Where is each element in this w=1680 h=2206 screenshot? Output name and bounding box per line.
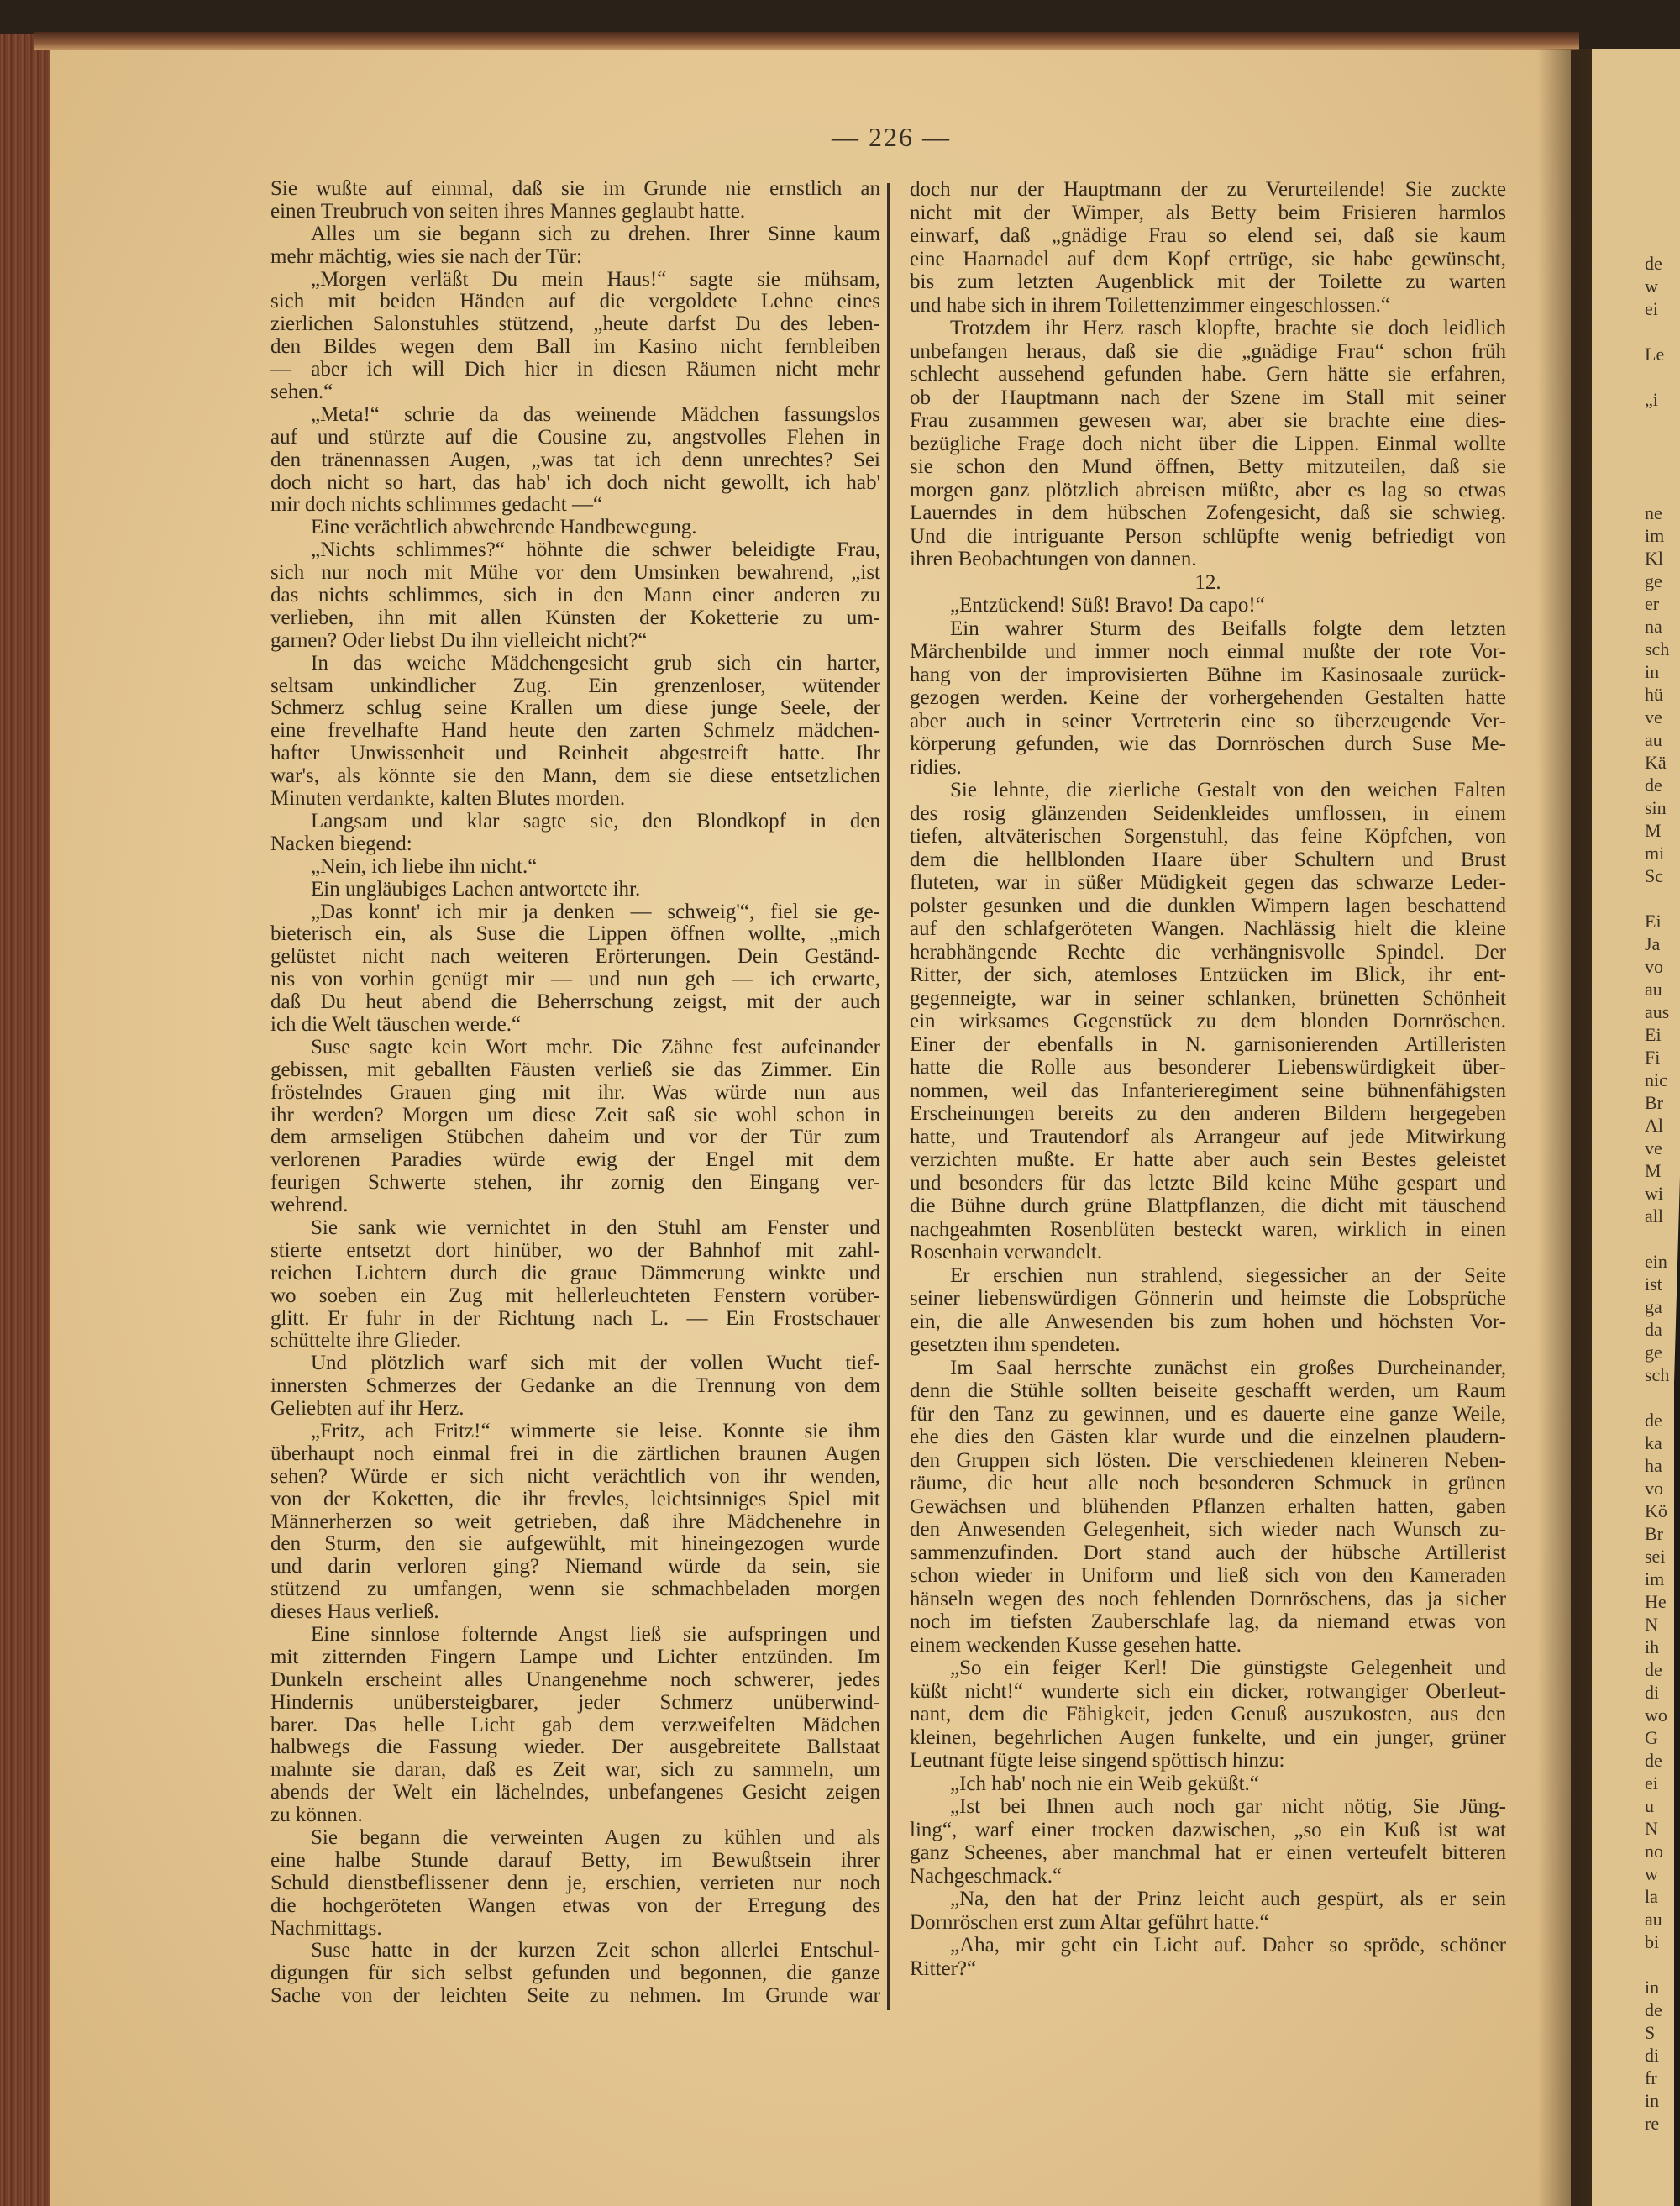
text-column-left: [270, 178, 880, 2008]
next-page-text-fragments: [1645, 252, 1673, 2135]
text-line: Eine verächtlich abwehrende Handbewegung.: [311, 516, 697, 539]
text-line: „Nichts schlimmes?“ höhnte die schwer beleidigte Frau,: [311, 538, 880, 562]
text-line: tiefen, altväterischen Sorgenstuhl, das feine Köpfchen, von: [910, 825, 1506, 848]
paragraph: [270, 539, 880, 652]
next-page-fragment: de: [1645, 775, 1662, 796]
paragraph: [910, 779, 1506, 1264]
text-line: des rosig glänzenden Seidenkleides umflossen, in einem: [910, 801, 1506, 825]
text-line: „Das konnt' ich mir ja denken — schweig'“, fiel sie ge-: [311, 900, 880, 923]
next-page-fragment: de: [1645, 253, 1662, 274]
text-line: Sie begann die verweinten Augen zu kühlen und als: [311, 1826, 880, 1850]
next-page-fragment: aus: [1645, 1001, 1670, 1022]
text-line: digungen für sich selbst gefunden und begonnen, die ganze: [270, 1962, 880, 1985]
paragraph: [910, 1934, 1506, 1980]
next-page-fragment: in: [1645, 2090, 1660, 2111]
next-page-fragment: de: [1645, 1999, 1662, 2020]
paragraph: [270, 811, 880, 856]
text-line: stierte entsetzt dort hinüber, wo der Bahnhof mit zahl-: [270, 1238, 880, 1262]
text-line: ling“, warf einer trocken dazwischen, „so ein Kuß ist wat: [910, 1818, 1506, 1841]
next-page-fragment: au: [1645, 1909, 1662, 1930]
next-page-fragment: vo: [1645, 1478, 1663, 1499]
text-line: den Anwesenden Gelegenheit, sich wieder nach Wunsch zu-: [910, 1518, 1506, 1541]
next-page-fragment: G: [1645, 1727, 1658, 1748]
text-line: Sache von der leichten Seite zu nehmen. Im Grunde war: [270, 1984, 880, 2008]
text-line: „Fritz, ach Fritz!“ wimmerte sie leise. Konnte sie ihm: [311, 1419, 880, 1442]
text-line: hatte, und Trautendorf als Arrangeur auf jede Mitwirkung: [910, 1125, 1506, 1148]
next-page-fragment: no: [1645, 1841, 1663, 1862]
text-line: mit zitternden Fingern Lampe und Lichter entzünden. Im: [270, 1645, 880, 1668]
next-page-fragment: Al: [1645, 1115, 1663, 1136]
text-line: dem armseligen Stübchen daheim und vor der Tür zum: [270, 1126, 880, 1149]
next-page-fragment: sin: [1645, 797, 1667, 818]
text-line: körperung gefunden, wie das Dornröschen durch Suse Me-: [910, 733, 1506, 755]
paragraph: [270, 178, 880, 223]
text-line: „Ist bei Ihnen auch noch gar nicht nötig, Sie Jüng-: [950, 1795, 1506, 1818]
next-page-fragment: Le: [1645, 344, 1665, 365]
paragraph: [910, 594, 1506, 617]
text-line: nis von vorhin genügt mir — und nun geh — ich erwarte,: [270, 968, 880, 991]
paragraph: [270, 404, 880, 517]
text-line: Sie sank wie vernichtet in den Stuhl am Fenster und: [311, 1216, 880, 1239]
text-line: herabhängende Rechte die verhängnisvolle Spindel. Der: [910, 940, 1506, 964]
next-page-fragment: ei: [1645, 298, 1658, 319]
text-line: Nachmittags.: [270, 1916, 382, 1940]
text-line: und habe sich in ihrem Toilettenzimmer eingeschlossen.“: [910, 293, 1390, 317]
next-page-fragment: [1645, 433, 1673, 456]
paragraph: [910, 1773, 1506, 1796]
paragraph: [910, 1657, 1506, 1773]
text-line: ob der Hauptmann nach der Szene im Stall mit seiner: [910, 386, 1506, 409]
next-page-fragment: au: [1645, 729, 1662, 750]
text-line: Märchenbilde und immer noch einmal mußte der rote Vor-: [910, 640, 1506, 663]
text-line: Sie lehnte, die zierliche Gestalt von den weichen Falten: [950, 779, 1506, 801]
next-page-fragment: [1645, 1227, 1673, 1250]
text-line: fröstelndes Grauen ging mit ihr. Was würde nun aus: [270, 1080, 880, 1104]
paragraph: [270, 901, 880, 1037]
text-line: eine Haarnadel auf dem Kopf ertrüge, sie habe gewünscht,: [910, 247, 1506, 270]
text-line: auf und stürzte auf die Cousine zu, angstvolles Flehen in: [270, 425, 880, 449]
book-top-edge: [34, 32, 1579, 50]
next-page-fragment: ge: [1645, 570, 1662, 591]
paragraph: [270, 517, 880, 539]
next-page-fragment: im: [1645, 1568, 1665, 1589]
text-line: bis zum letzten Augenblick mit der Toilette zu warten: [910, 270, 1506, 293]
next-page-fragment: in: [1645, 1977, 1660, 1998]
text-line: „Nein, ich liebe ihn nicht.“: [311, 854, 538, 878]
text-line: küßt nicht!“ wunderte sich ein dicker, rotwangiger Oberleut-: [910, 1679, 1506, 1703]
text-line: mahnte sie daran, daß es Zeit war, sich zu sammeln, um: [270, 1758, 880, 1782]
next-page-fragment: [1645, 1386, 1673, 1409]
text-line: die Bühne durch grüne Blattpflanzen, die dicht mit täuschend: [910, 1195, 1506, 1217]
next-page-fragment: M: [1645, 1160, 1662, 1181]
paragraph: [910, 1795, 1506, 1888]
next-page-fragment: Ja: [1645, 933, 1661, 954]
text-line: einen Treubruch von seiten ihres Mannes geglaubt hatte.: [270, 199, 746, 223]
paragraph: [270, 856, 880, 879]
text-line: doch nicht so hart, das hab' ich doch nicht gewollt, ich hab': [270, 470, 880, 494]
text-line: seiner liebenswürdigen Gönnerin und heimste die Lobsprüche: [910, 1287, 1506, 1310]
text-line: zu können.: [270, 1804, 363, 1827]
next-page-fragment: Fi: [1645, 1047, 1661, 1068]
next-page-fragment: sch: [1645, 1364, 1670, 1385]
next-page-fragment: ve: [1645, 1137, 1662, 1158]
next-page-fragment: Br: [1645, 1523, 1663, 1544]
text-line: bieterisch ein, als Suse die Lippen öffnen wollte, „mich: [270, 922, 880, 946]
text-line: ganz Scheenes, aber manchmal hat er einen verteufelt bitteren: [910, 1841, 1506, 1864]
text-line: Nacken biegend:: [270, 832, 412, 855]
text-line: sich nur noch mit Mühe vor dem Umsinken bewahrend, „ist: [270, 561, 880, 585]
text-line: eine halbe Stunde darauf Betty, im Bewußtsein ihrer: [270, 1848, 880, 1872]
text-line: einwarf, daß „gnädige Frau so elend sei, daß sie kaum: [910, 224, 1506, 247]
next-page-fragment: [1645, 456, 1673, 479]
text-line: Suse hatte in der kurzen Zeit schon allerlei Entschul-: [311, 1939, 880, 1962]
next-page-fragment: re: [1645, 2113, 1660, 2134]
text-line: schlecht aussehend gefunden habe. Gern hätte sie erfahren,: [910, 363, 1506, 386]
next-page-fragment: Ei: [1645, 1024, 1662, 1045]
paragraph: [270, 1037, 880, 1217]
next-page-fragment: ka: [1645, 1432, 1662, 1453]
text-line: „So ein feiger Kerl! Die günstigste Gelegenheit und: [950, 1657, 1506, 1679]
text-line: unbefangen heraus, daß sie die „gnädige Frau“ schon früh: [910, 339, 1506, 363]
text-line: auf den schlafgeröteten Wangen. Nachlässig hielt die kleine: [910, 917, 1506, 940]
text-line: barer. Das helle Licht gab dem verzweifelten Mädchen: [270, 1713, 880, 1736]
text-line: ehe dies den Gästen klar wurde und die einzelnen plaudern-: [910, 1426, 1506, 1448]
text-line: Dunkeln erscheint alles Unangenehme noch schwerer, jedes: [270, 1668, 880, 1691]
paragraph: [270, 1217, 880, 1352]
text-line: sehen.“: [270, 381, 333, 404]
text-line: mehr mächtig, wies sie nach der Tür:: [270, 244, 582, 268]
text-line: Ein ungläubiges Lachen antwortete ihr.: [311, 877, 641, 901]
next-page-fragment: [1645, 1953, 1673, 1976]
text-line: den Sturm, den sie aufgewühlt, mit hineingezogen wurde: [270, 1532, 880, 1556]
text-line: Eine sinnlose folternde Angst ließ sie aufspringen und: [311, 1623, 880, 1646]
next-page-fragment: hü: [1645, 684, 1663, 705]
text-line: für den Tanz zu gewinnen, und es dauerte eine ganze Weile,: [910, 1402, 1506, 1426]
text-line: den Bildes wegen dem Ball im Kasino nicht fernbleiben: [270, 335, 880, 359]
paragraph: [910, 178, 1506, 317]
text-line: Ritter, der sich, atemloses Entzücken im Blick, ihr ent-: [910, 964, 1506, 986]
text-line: In das weiche Mädchengesicht grub sich ein harter,: [311, 651, 880, 675]
text-line: halbwegs die Fassung wieder. Der ausgebreitete Ballstaat: [270, 1736, 880, 1759]
text-line: „Na, den hat der Prinz leicht auch gespürt, als er sein: [950, 1888, 1506, 1910]
next-page-fragment: Kö: [1645, 1500, 1667, 1521]
next-page-fragment: [1645, 320, 1673, 343]
next-page-fragment: ei: [1645, 1773, 1658, 1794]
text-line: Im Saal herrschte zunächst ein großes Durcheinander,: [950, 1356, 1506, 1379]
text-line: das nichts schlimmes, sich in den Mann einer anderen zu: [270, 584, 880, 607]
text-line: ihren Beobachtungen von dannen.: [910, 548, 1197, 570]
text-line: verzichten mußte. Er hatte aber auch sein Bestes geleistet: [910, 1148, 1506, 1171]
paragraph: [270, 1352, 880, 1421]
text-line: bezügliche Frage doch nicht über die Lippen. Einmal wollte: [910, 432, 1506, 455]
next-page-fragment: u: [1645, 1795, 1654, 1816]
next-page-fragment: da: [1645, 1319, 1662, 1340]
text-line: gebissen, mit geballten Fäusten verließ sie das Zimmer. Ein: [270, 1058, 880, 1081]
text-line: hang von der improvisierten Bühne im Kasinosaale zurück-: [910, 663, 1506, 686]
next-page-fragment: [1645, 411, 1673, 433]
text-line: „Aha, mir geht ein Licht auf. Daher so spröde, schöner: [950, 1934, 1506, 1957]
text-line: doch nur der Hauptmann der zu Verurteilende! Sie zuckte: [910, 178, 1506, 201]
text-line: hatte die Rolle aus besonderer Liebenswürdigkeit über-: [910, 1056, 1506, 1079]
next-page-fragment: vo: [1645, 956, 1663, 977]
text-line: dem die hellblonden Haare über Schultern und Brust: [910, 848, 1506, 871]
next-page-fragment: w: [1645, 1863, 1658, 1884]
text-line: nommen, weil das Infanterieregiment seine bühnenfähigsten: [910, 1079, 1506, 1102]
text-line: Erscheinungen bereits zu den anderen Bildern hergegeben: [910, 1102, 1506, 1125]
paragraph: [910, 317, 1506, 571]
next-page-fragment: [1645, 479, 1673, 502]
text-line: noch im tiefsten Zauberschlafe lag, da niemand etwas von: [910, 1610, 1506, 1633]
paragraph: [270, 1940, 880, 2008]
next-page-fragment: mi: [1645, 843, 1665, 864]
next-page-fragment: de: [1645, 1659, 1662, 1680]
paragraph: [270, 269, 880, 404]
paragraph: [910, 1357, 1506, 1657]
next-page-fragment: N: [1645, 1614, 1658, 1635]
text-line: sammenzufinden. Dort stand auch der hübsche Artillerist: [910, 1541, 1506, 1564]
text-line: Leutnant fügte leise singend spöttisch hinzu:: [910, 1749, 1285, 1772]
paragraph: [270, 1827, 880, 1940]
text-line: verlorenen Paradies würde ewig der Engel mit dem: [270, 1148, 880, 1172]
text-line: mir doch nichts schlimmes gedacht —“: [270, 493, 603, 517]
text-line: kleinen, begehrlichen Augen funkelte, und ein junger, grüner: [910, 1725, 1506, 1749]
text-line: morgen ganz plötzlich abreisen müßte, aber es lag so etwas: [910, 478, 1506, 502]
text-line: „Ich hab' noch nie ein Weib geküßt.“: [950, 1772, 1259, 1795]
text-line: schüttelte ihre Glieder.: [270, 1329, 462, 1352]
text-line: Geliebten auf ihr Herz.: [270, 1397, 465, 1421]
chapter-number: 12.: [1194, 570, 1221, 594]
text-line: Und die intriguante Person schlüpfte wenig befriedigt von: [910, 524, 1506, 548]
text-line: hänseln wegen des noch fehlenden Dornröschens, das ja sicher: [910, 1587, 1506, 1610]
text-line: gegenneigte, war in seiner schlanken, brünetten Schönheit: [910, 986, 1506, 1010]
next-page-fragment: de: [1645, 1410, 1662, 1431]
page-number: — 226 —: [832, 122, 951, 152]
next-page-fragment: ist: [1645, 1274, 1662, 1295]
text-line: den Gruppen sich lösten. Die verschiedenen kleineren Neben-: [910, 1448, 1506, 1472]
next-page-fragment: sei: [1645, 1546, 1666, 1567]
next-page-fragment: na: [1645, 616, 1662, 637]
text-line: Alles um sie begann sich zu drehen. Ihrer Sinne kaum: [311, 222, 880, 245]
text-line: hafter Unwissenheit und Reinheit abgestreift hatte. Ihr: [270, 742, 880, 765]
text-line: gesetzten ihm spendeten.: [910, 1333, 1121, 1356]
next-page-fragment: ha: [1645, 1455, 1662, 1476]
next-page-fragment: in: [1645, 661, 1660, 682]
text-line: dieses Haus verließ.: [270, 1600, 439, 1624]
text-line: schon wieder in Uniform und ließ sich von den Kameraden: [910, 1564, 1506, 1587]
text-line: wo soeben ein Zug mit hellerleuchteten Fenstern vorüber-: [270, 1284, 880, 1307]
next-page-fragment: la: [1645, 1886, 1658, 1907]
paragraph: [270, 879, 880, 901]
book-page-edges: [0, 34, 52, 2206]
next-page-fragment: N: [1645, 1818, 1658, 1839]
next-page-fragment: wi: [1645, 1183, 1663, 1204]
text-line: polster gesunken und die dunklen Wimpern lagen beschattend: [910, 894, 1506, 917]
text-line: verlieben, ihn mit allen Künsten der Koketterie zu um-: [270, 606, 880, 629]
next-page-fragment: im: [1645, 525, 1665, 546]
next-page-fragment: di: [1645, 1682, 1660, 1703]
next-page-fragment: ih: [1645, 1636, 1660, 1657]
text-line: von der Koketten, die ihr frevles, leichtsinniges Spiel mit: [270, 1487, 880, 1510]
text-line: Sie wußte auf einmal, daß sie im Grunde nie ernstlich an: [270, 177, 880, 200]
text-line: Einer der ebenfalls in N. garnisonierenden Artilleristen: [910, 1032, 1506, 1056]
text-line: sehen? Würde er sich nicht verächtlich von ihr wenden,: [270, 1464, 880, 1488]
text-line: nachgeahmten Rosenblüten besteckt waren, wirklich in einen: [910, 1217, 1506, 1241]
text-line: überhaupt noch einmal frei in die zärtlichen braunen Augen: [270, 1442, 880, 1465]
next-page-fragment: ne: [1645, 502, 1662, 523]
text-line: Suse sagte kein Wort mehr. Die Zähne fest aufeinander: [311, 1035, 880, 1058]
text-line: aber auch in seiner Vertreterin eine so überzeugende Ver-: [910, 709, 1506, 733]
text-line: sie schon den Mund öffnen, Betty mitzuteilen, daß sie: [910, 455, 1506, 478]
next-page-fragment: all: [1645, 1205, 1663, 1226]
next-page-fragment: [1645, 365, 1673, 388]
text-line: denn die Stühle sollten beiseite geschafft werden, um Raum: [910, 1379, 1506, 1402]
next-page-fragment: Kl: [1645, 548, 1663, 569]
text-line: wehrend.: [270, 1194, 349, 1217]
next-page-fragment: M: [1645, 820, 1662, 841]
text-line: feurigen Schwerte stehen, ihr zornig den Eingang ver-: [270, 1171, 880, 1195]
next-page-fragment: de: [1645, 1750, 1662, 1771]
text-line: Gewächsen und blühenden Pflanzen erhalten hatten, gaben: [910, 1494, 1506, 1518]
next-page-fragment: nic: [1645, 1069, 1667, 1090]
text-line: „Morgen verläßt Du mein Haus!“ sagte sie mühsam,: [311, 267, 880, 291]
next-page-fragment: w: [1645, 276, 1658, 297]
chapter-heading: [910, 571, 1506, 595]
text-line: gezogen werden. Keine der vorhergehenden Gestalten hatte: [910, 686, 1506, 709]
text-line: den tränennassen Augen, „was tat ich denn unrechtes? Sei: [270, 448, 880, 471]
next-page-fragment: „i: [1645, 389, 1658, 410]
text-line: fluteten, war in süßer Müdigkeit gegen das schwarze Leder-: [910, 871, 1506, 894]
text-line: die hochgeröteten Wangen etwas von der Erregung des: [270, 1893, 880, 1917]
text-line: innersten Schmerzes der Gedanke an die Trennung von dem: [270, 1374, 880, 1398]
book-gutter-shadow: [1537, 49, 1596, 2206]
next-page-fragment: ve: [1645, 706, 1662, 727]
next-page-fragment: Br: [1645, 1092, 1663, 1113]
next-page-fragment: Ei: [1645, 911, 1662, 932]
text-line: Schuld dienstbeflissener denn je, erschien, verrieten nur noch: [270, 1871, 880, 1894]
text-line: nicht mit der Wimper, als Betty beim Frisieren harmlos: [910, 201, 1506, 224]
paragraph: [270, 223, 880, 269]
text-line: ein wirksames Gegenstück zu dem blonden Dornröschen.: [910, 1010, 1506, 1032]
text-line: Lauerndes in dem hübschen Zofengesicht, daß sie schwieg.: [910, 502, 1506, 524]
text-line: stützend zu umfangen, wenn sie schmachbeladen morgen: [270, 1578, 880, 1601]
next-page-fragment: ge: [1645, 1342, 1662, 1363]
paragraph: [910, 617, 1506, 780]
text-line: Schmerz schlug seine Krallen um diese junge Seele, der: [270, 696, 880, 720]
text-column-right: [910, 178, 1506, 1980]
text-line: „Entzückend! Süß! Bravo! Da capo!“: [950, 594, 1265, 617]
text-line: und darin verloren ging? Niemand würde da sein, sie: [270, 1555, 880, 1578]
text-line: einem weckenden Kusse gesehen hatte.: [910, 1633, 1242, 1657]
next-page-fragment: di: [1645, 2045, 1660, 2066]
text-line: räume, die heut alle noch besonderen Schmuck in grünen: [910, 1472, 1506, 1494]
text-line: Langsam und klar sagte sie, den Blondkopf in den: [311, 809, 880, 833]
text-line: garnen? Oder liebst Du ihn vielleicht nicht?“: [270, 628, 648, 652]
next-page-fragment: fr: [1645, 2067, 1657, 2088]
next-page-fragment: He: [1645, 1591, 1667, 1612]
next-page-fragment: [1645, 887, 1673, 910]
text-line: Ein wahrer Sturm des Beifalls folgte dem letzten: [950, 617, 1506, 640]
column-divider: [887, 183, 890, 2010]
text-line: Frau zusammen gewesen war, aber sie brachte eine dies-: [910, 409, 1506, 432]
text-line: sich mit beiden Händen auf die vergoldete Lehne eines: [270, 290, 880, 313]
text-line: ihr werden? Morgen um diese Zeit saß sie wohl schon in: [270, 1103, 880, 1127]
next-page-fragment: wo: [1645, 1704, 1667, 1725]
next-page-fragment: sch: [1645, 638, 1670, 659]
next-page-fragment: er: [1645, 593, 1660, 614]
text-line: Nachgeschmack.“: [910, 1864, 1063, 1888]
text-line: gelüstet nicht nach weiteren Erörterungen. Dein Geständ-: [270, 945, 880, 969]
text-line: daß Du heut abend die Beherrschung zeigst, mit der auch: [270, 990, 880, 1014]
text-line: war's, als könnte sie den Mann, dem sie diese entsetzlichen: [270, 764, 880, 788]
paragraph: [910, 1264, 1506, 1357]
next-page-fragment: ga: [1645, 1296, 1662, 1317]
text-line: Ritter?“: [910, 1957, 977, 1980]
text-line: Trotzdem ihr Herz rasch klopfte, brachte sie doch leidlich: [950, 317, 1506, 339]
paragraph: [270, 1624, 880, 1827]
next-page-fragment: ein: [1645, 1251, 1667, 1272]
text-line: Und plötzlich warf sich mit der vollen Wucht tief-: [311, 1352, 880, 1375]
paragraph: [270, 1421, 880, 1624]
text-line: eine frevelhafte Hand heute den zarten Schmelz mädchen-: [270, 719, 880, 743]
text-line: ich die Welt täuschen werde.“: [270, 1012, 522, 1036]
text-line: seltsam unkindlicher Zug. Ein grenzenloser, wütender: [270, 674, 880, 697]
next-page-fragment: Sc: [1645, 865, 1663, 886]
paragraph: [270, 653, 880, 811]
text-line: „Meta!“ schrie da das weinende Mädchen fassungslos: [311, 402, 880, 426]
text-line: glitt. Er fuhr in der Richtung nach L. — Ein Frostschauer: [270, 1306, 880, 1330]
text-line: ridies.: [910, 755, 962, 779]
text-line: Minuten verdankte, kalten Blutes morden.: [270, 787, 626, 811]
text-line: Rosenhain verwandelt.: [910, 1241, 1103, 1263]
text-line: Hindernis unübersteigbarer, jeder Schmerz unüberwind-: [270, 1690, 880, 1714]
next-page-fragment: S: [1645, 2022, 1656, 2043]
next-page-fragment: Kä: [1645, 752, 1667, 773]
text-line: Männerherzen so weit getrieben, daß ihre Mädchenehre in: [270, 1510, 880, 1533]
text-line: ein, die alle Anwesenden bis zum hohen und höchsten Vor-: [910, 1310, 1506, 1333]
next-page-fragment: au: [1645, 979, 1662, 1000]
next-page-fragment: bi: [1645, 1931, 1660, 1952]
text-line: Er erschien nun strahlend, siegessicher an der Seite: [950, 1263, 1506, 1287]
text-line: und besonders für das letzte Bild keine Mühe gespart und: [910, 1171, 1506, 1195]
text-line: Dornröschen erst zum Altar geführt hatte.“: [910, 1910, 1269, 1934]
text-line: abends der Welt ein lächelndes, unbefangenes Gesicht zeigen: [270, 1781, 880, 1804]
text-line: — aber ich will Dich hier in diesen Räumen nicht mehr: [270, 358, 880, 381]
text-line: nant, dem die Fähigkeit, jeden Genuß auszukosten, aus den: [910, 1703, 1506, 1725]
text-line: reichen Lichtern durch die graue Dämmerung winkte und: [270, 1261, 880, 1284]
text-line: zierlichen Salonstuhles stützend, „heute darfst Du des leben-: [270, 313, 880, 336]
paragraph: [910, 1888, 1506, 1934]
